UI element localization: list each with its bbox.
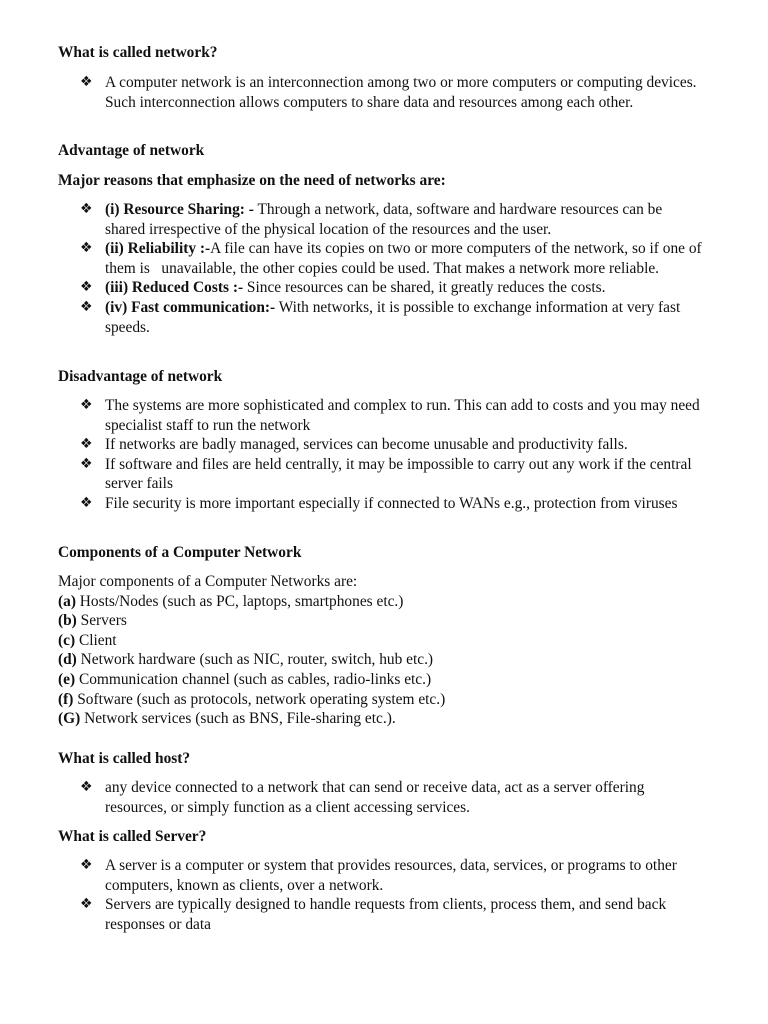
diamond-bullet-icon: ❖: [80, 240, 93, 257]
item-text: Hosts/Nodes (such as PC, laptops, smartphones etc.): [75, 592, 404, 610]
item-text: Network hardware (such as NIC, router, switch, hub etc.): [76, 651, 434, 669]
bullet-text: Servers are typically designed to handle requests from clients, process them, and send back responses or data: [105, 896, 667, 933]
item-text: Client: [75, 631, 117, 649]
diamond-bullet-icon: ❖: [80, 279, 93, 296]
diamond-bullet-icon: ❖: [80, 896, 93, 913]
item-text: Communication channel (such as cables, radio-links etc.): [75, 670, 432, 688]
bullet-label: (iv) Fast communication:-: [105, 298, 276, 316]
item-label: (b): [58, 612, 77, 630]
list-item: [80, 895, 705, 934]
diamond-bullet-icon: ❖: [80, 397, 93, 413]
list-item: [80, 278, 705, 298]
item-label: (f): [58, 690, 74, 708]
disadvantage-heading: Disadvantage of network: [58, 368, 223, 385]
bullet-text: Through a network, data, software and hardware resources can be shared irrespective of the physical location of the resources and the user.: [105, 201, 663, 238]
diamond-bullet-icon: ❖: [80, 494, 93, 511]
list-item: [58, 650, 708, 670]
diamond-bullet-icon: ❖: [80, 779, 93, 795]
diamond-bullet-icon: ❖: [80, 455, 93, 472]
list-item: [80, 73, 705, 112]
list-item: [58, 670, 708, 690]
item-text: Network services (such as BNS, File-sharing etc.).: [80, 710, 396, 728]
components-intro: Major components of a Computer Networks are:: [58, 573, 358, 590]
item-label: (e): [58, 670, 76, 688]
bullet-text: If networks are badly managed, services can become unusable and productivity falls.: [105, 436, 628, 454]
diamond-bullet-icon: ❖: [80, 201, 93, 217]
bullet-text: With networks, it is possible to exchange information at very fast speeds.: [105, 298, 681, 336]
list-item: [80, 435, 705, 455]
list-item: [80, 200, 705, 239]
advantage-bullet-list: [80, 200, 705, 337]
list-item: [58, 631, 708, 651]
list-item: [58, 690, 708, 710]
diamond-bullet-icon: ❖: [80, 298, 93, 315]
bullet-text: Since resources can be shared, it greatly reduces the costs.: [243, 279, 606, 297]
diamond-bullet-icon: ❖: [80, 436, 93, 453]
disadvantage-bullet-list: [80, 396, 705, 514]
list-item: [80, 239, 705, 278]
list-item: [80, 396, 705, 435]
bullet-text: If software and files are held centrally, it may be impossible to carry out any work if the central server fails: [105, 455, 692, 493]
network-heading: What is called network?: [58, 44, 218, 61]
list-item: [80, 494, 705, 514]
advantage-subheading: Major reasons that emphasize on the need of networks are:: [58, 172, 446, 189]
host-heading: What is called host?: [58, 750, 191, 767]
host-bullet-list: [80, 778, 705, 817]
diamond-bullet-icon: ❖: [80, 74, 93, 90]
list-item: [80, 298, 705, 337]
list-item: [58, 611, 708, 631]
list-item: [58, 592, 708, 612]
bullet-label: (i) Resource Sharing: -: [105, 201, 254, 218]
item-label: (G): [58, 710, 81, 728]
item-text: Software (such as protocols, network operating system etc.): [73, 690, 446, 708]
list-item: [80, 455, 705, 494]
server-heading: What is called Server?: [58, 828, 207, 845]
list-item: [58, 709, 708, 729]
bullet-text: A server is a computer or system that provides resources, data, services, or programs to other computers, known as clients, over a network.: [105, 857, 677, 894]
bullet-text: A computer network is an interconnection among two or more computers or computing devices. Such interconnection allows computers to share data and resources among each other.: [105, 74, 697, 111]
bullet-text: A file can have its copies on two or more computers of the network, so if one of them is unavailable, the other copies could be used. That makes a network more reliable.: [105, 240, 706, 277]
bullet-label: (iii) Reduced Costs :-: [105, 279, 244, 297]
list-item: [80, 856, 705, 895]
list-item: [80, 778, 705, 817]
components-list: [58, 572, 708, 729]
item-label: (d): [58, 651, 77, 669]
advantage-heading: Advantage of network: [58, 142, 205, 159]
server-bullet-list: [80, 856, 705, 934]
item-label: (a): [58, 592, 76, 610]
diamond-bullet-icon: ❖: [80, 857, 93, 873]
bullet-text: The systems are more sophisticated and complex to run. This can add to costs and you may need specialist staff to run the network: [105, 397, 700, 434]
components-heading: Components of a Computer Network: [58, 544, 302, 561]
bullet-text: File security is more important especially if connected to WANs e.g., protection from viruses: [105, 494, 678, 512]
network-bullet-list: [80, 73, 705, 112]
item-text: Servers: [76, 612, 127, 630]
bullet-label: (ii) Reliability :-: [105, 240, 211, 258]
bullet-text: any device connected to a network that can send or receive data, act as a server offering resources, or simply function as a client accessing services.: [105, 779, 645, 816]
item-label: (c): [58, 631, 76, 649]
